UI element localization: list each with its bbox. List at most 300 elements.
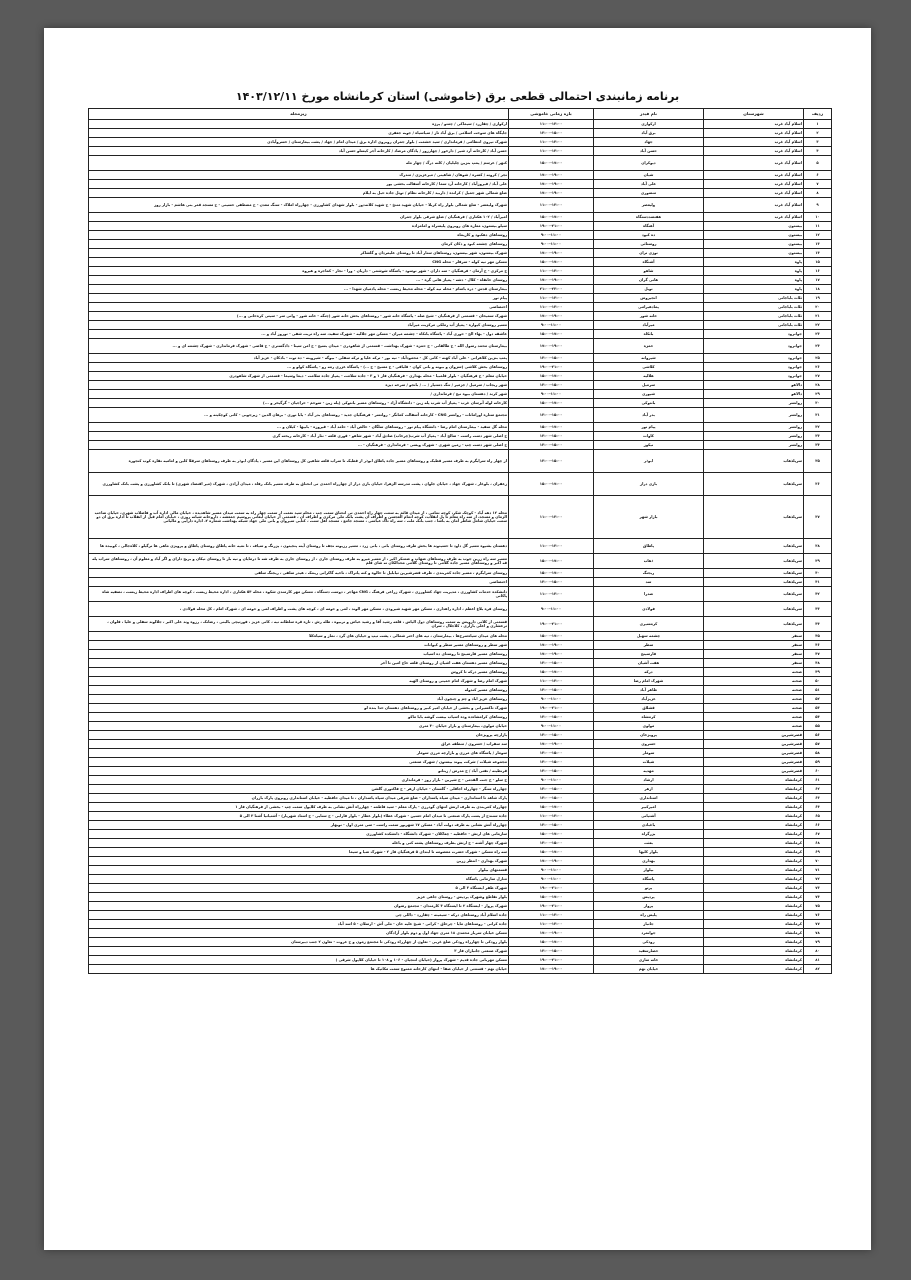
time-range-cell: ۱۵:۰۰-۱۷:۰۰ (509, 258, 594, 267)
city-cell: جوانرود (704, 372, 804, 381)
area-cell: خ سلو - خ جنت القدمی - خ شیرین - بازار روز - فرمانداری (89, 776, 509, 785)
time-range-cell: ۹:۰۰-۱۱:۰۰ (509, 722, 594, 731)
city-cell: پاوه (704, 258, 804, 267)
feeder-cell: درکه (594, 668, 704, 677)
table-row (89, 147, 832, 156)
city-cell: سرپلذهاب (704, 473, 804, 496)
time-range-cell: ۱۱:۰۰-۱۳:۰۰ (509, 496, 594, 539)
city-cell: بیستون (704, 240, 804, 249)
feeder-cell: بازی دراز (594, 473, 704, 496)
time-range-cell: ۱۷:۰۰-۱۹:۰۰ (509, 641, 594, 650)
table-row (89, 276, 832, 285)
time-range-cell: ۱۹:۰۰-۲۱:۰۰ (509, 956, 594, 965)
city-cell: قصرشیرین (704, 731, 804, 740)
row-number-cell: ۷۰ (804, 857, 832, 866)
table-row (89, 441, 832, 450)
table-row (89, 423, 832, 432)
area-cell: جایگاه های سوخت اسلامی / برق آباد تاز / سیاسیاه / جوبه جعفری (89, 129, 509, 138)
feeder-cell: جهاد (594, 138, 704, 147)
feeder-cell: سد (594, 578, 704, 587)
row-number-cell: ۱۴ (804, 249, 832, 258)
row-number-cell: ۶۶ (804, 821, 832, 830)
feeder-cell: خانه شور (594, 312, 704, 321)
table-row (89, 731, 832, 740)
feeder-cell: جوانمرد (594, 929, 704, 938)
area-cell: مجتمع ستاره اورامانات - روانسر CNG - کارخانه آسفالت کمانگر - روانسر - فرهنگیان جدید - روستاهای بدر آباد - یابا نوری - برهان الدین - زیرجوبی - کانی کوچکینه و ... (89, 408, 509, 423)
feeder-cell: نوبل (594, 285, 704, 294)
city-cell: کرمانشاه (704, 866, 804, 875)
area-cell: بازارچه پرویزخان (89, 731, 509, 740)
row-number-cell: ۶۵ (804, 812, 832, 821)
row-number-cell: ۱۹ (804, 294, 832, 303)
row-number-cell: ۵۳ (804, 704, 832, 713)
feeder-cell: هفت آشیان (594, 659, 704, 668)
feeder-cell: شیلات (594, 758, 704, 767)
table-row (89, 641, 832, 650)
row-number-cell: ۳۴ (804, 441, 832, 450)
city-cell: جوانرود (704, 330, 804, 339)
area-cell: اختصاصی (89, 303, 509, 312)
time-range-cell: ۱۷:۰۰-۱۹:۰۰ (509, 312, 594, 321)
area-cell: شهر ریجاب / سرمیل / جزمیر / تنگ دستیار / ... / بانجو / سرخه دیزه (89, 381, 509, 390)
city-cell: قصرشیرین (704, 749, 804, 758)
feeder-cell: بیلوار (594, 866, 704, 875)
time-range-cell: ۱۳:۰۰-۱۵:۰۰ (509, 381, 594, 390)
row-number-cell: ۷۱ (804, 866, 832, 875)
feeder-cell: شیان (594, 171, 704, 180)
feeder-cell: کرمسیری (594, 617, 704, 632)
feeder-cell: بعثت (594, 839, 704, 848)
table-row (89, 222, 832, 231)
area-cell: خیابان نهم - قسمتی از خیابان صفا - انتهای کارخانه ممنوع سمت مکانیک ها (89, 965, 509, 974)
table-row (89, 189, 832, 198)
city-cell: جوانرود (704, 339, 804, 354)
table-row (89, 866, 832, 875)
row-number-cell: ۶۴ (804, 803, 832, 812)
table-row (89, 240, 832, 249)
time-range-cell: ۱۵:۰۰-۱۷:۰۰ (509, 803, 594, 812)
feeder-cell: آشنگاه (594, 258, 704, 267)
row-number-cell: ۲۹ (804, 390, 832, 399)
row-number-cell: ۲۲ (804, 321, 832, 330)
feeder-cell: فارسینج (594, 650, 704, 659)
feeder-cell: چشمه سهیل (594, 632, 704, 641)
row-number-cell: ۴۸ (804, 659, 832, 668)
city-cell: کرمانشاه (704, 938, 804, 947)
city-cell: کرمانشاه (704, 956, 804, 965)
time-range-cell: ۱۷:۰۰-۱۹:۰۰ (509, 965, 594, 974)
area-cell: از چهار راه سرابگرم به طرف مسیر قطبک و روستاهای مسیر جاده پاطاق ابوذر از قطبک تا سراب قلعه شاهین کل روستاهای این مسیر ، پادگان ابوذر به طرف روستاهای سرقلا کلین و امامیه نقاره کوب کنجوره (89, 450, 509, 473)
area-cell: خ اصلی شهر دست راست - صالح آباد - پمپاژ آب شرب(چرخاب) صادق آباد - شهر شاهو - قوری قلعه - نثار آباد - کارخانه ریخته گری (89, 432, 509, 441)
city-cell: اسلام آباد غرب (704, 198, 804, 213)
feeder-cell: پمادهبرامی (594, 303, 704, 312)
area-cell: خ اصلی شهر دست چپ - زمین شهری - شهرک ویسی - فرمانداری - فرهنگیان - ... (89, 441, 509, 450)
time-range-cell: ۱۷:۰۰-۱۹:۰۰ (509, 740, 594, 749)
table-row (89, 902, 832, 911)
feeder-cell: پرویزخان (594, 731, 704, 740)
feeder-cell: شیروانه (594, 354, 704, 363)
city-cell: کرمانشاه (704, 812, 804, 821)
table-row (89, 496, 832, 539)
row-number-cell: ۵۶ (804, 731, 832, 740)
area-cell: محله های میدان سیاه‌سرخ‌ها ، بیمارستان ، تپه های اختر شمالی ، پشت تیپ و خیابان های گرد ، نماز و سیاه‌کلا (89, 632, 509, 641)
row-number-cell: ۲۵ (804, 354, 832, 363)
city-cell: کرمانشاه (704, 848, 804, 857)
area-cell: خیابان معلم - خ فرهنگیان - بلوار قلمبیا - محله بهداری - فرهنگیان فاز ۱ و ۳ - جاده سلامت - پمپاژ جاده سلامت - دیما وسیما - قسمتی از شهرک شاهودری (89, 372, 509, 381)
row-number-cell: ۲۷ (804, 372, 832, 381)
time-range-cell: ۱۵:۰۰-۱۷:۰۰ (509, 372, 594, 381)
row-number-cell: ۶۹ (804, 848, 832, 857)
time-range-cell: ۱۳:۰۰-۱۵:۰۰ (509, 785, 594, 794)
table-row (89, 602, 832, 617)
row-number-cell: ۵ (804, 156, 832, 171)
city-cell: سنقر (704, 641, 804, 650)
city-cell: کرمانشاه (704, 947, 804, 956)
city-cell: سرپلذهاب (704, 587, 804, 602)
table-row (89, 884, 832, 893)
area-cell: علی آباد / فیروزآباد / کارخانه آرد سما / کارخانه آسفالت بخشی پور (89, 180, 509, 189)
feeder-cell: نوژی تران (594, 249, 704, 258)
row-number-cell: ۷۸ (804, 929, 832, 938)
feeder-cell: باغبادی (594, 821, 704, 830)
time-range-cell: ۱۳:۰۰-۱۵:۰۰ (509, 794, 594, 803)
table-row (89, 956, 832, 965)
city-cell: بیستون (704, 249, 804, 258)
table-row (89, 408, 832, 423)
time-range-cell: ۱۳:۰۰-۱۵:۰۰ (509, 731, 594, 740)
table-row (89, 947, 832, 956)
time-range-cell: ۱۵:۰۰-۱۷:۰۰ (509, 213, 594, 222)
table-row (89, 129, 832, 138)
table-row (89, 875, 832, 884)
row-number-cell: ۵۷ (804, 740, 832, 749)
area-cell: شهر کرند / دهستان بیوه نیج / فرمانداری / (89, 390, 509, 399)
time-range-cell: ۹:۰۰-۱۱:۰۰ (509, 240, 594, 249)
feeder-cell: طاهر آباد (594, 686, 704, 695)
table-row (89, 776, 832, 785)
table-row (89, 857, 832, 866)
area-cell: سومار / پاسگاه های مرزی و بازارچه مرزی سومار (89, 749, 509, 758)
city-cell: کرمانشاه (704, 830, 804, 839)
city-cell: ثلاث باباجانی (704, 321, 804, 330)
feeder-cell: کرمشاه (594, 713, 704, 722)
city-cell: دالاهو (704, 390, 804, 399)
city-cell: کرمانشاه (704, 785, 804, 794)
city-cell: پاوه (704, 276, 804, 285)
area-cell: مجموعه شیلات / شرکت پیوند بیستون / شهرک صنعتی (89, 758, 509, 767)
table-row (89, 231, 832, 240)
table-row (89, 285, 832, 294)
time-range-cell: ۱۱:۰۰-۱۳:۰۰ (509, 120, 594, 129)
feeder-cell: هفتصددستگاه (594, 213, 704, 222)
feeder-cell: ده کبود (594, 231, 704, 240)
row-number-cell: ۷۵ (804, 902, 832, 911)
time-range-cell: ۱۳:۰۰-۱۵:۰۰ (509, 758, 594, 767)
feeder-cell: فولادی (594, 602, 704, 617)
area-cell: بلوار رودکی تا چهارراه رودکی ضلع غربی - تعاون از چهارراه رودکی تا مجتمع زمون و ح عروت - تعاون ۲ جنب دبیرستان (89, 938, 509, 947)
row-number-cell: ۳۰ (804, 399, 832, 408)
city-cell: سنقر (704, 632, 804, 641)
table-row (89, 650, 832, 659)
table-row (89, 354, 832, 363)
area-cell: کنهر / عرسم / پمپ بنزین چلیلیان / کلنه درگ / چهار مله (89, 156, 509, 171)
feeder-cell: خسروی (594, 740, 704, 749)
feeder-cell: میرآباد (594, 321, 704, 330)
table-row (89, 617, 832, 632)
row-number-cell: ۲۰ (804, 303, 832, 312)
feeder-cell: پاسگاه (594, 875, 704, 884)
row-number-cell: ۳۵ (804, 450, 832, 473)
city-cell: سرپلذهاب (704, 602, 804, 617)
time-range-cell: ۱۵:۰۰-۱۷:۰۰ (509, 938, 594, 947)
city-cell: کرمانشاه (704, 821, 804, 830)
feeder-cell: شیوری (594, 390, 704, 399)
area-cell: روستاهای بخش کلاشی (سزوان و بیونه و بانی کوان - قلباقی - خ مسیح - خ ...) - پاسگاه عزری رمه رو - پاسگاه کولو و ... (89, 363, 509, 372)
feeder-cell: ارکوازی (594, 120, 704, 129)
city-cell: سرپلذهاب (704, 450, 804, 473)
feeder-cell: پیام نور (594, 423, 704, 432)
time-range-cell: ۱۳:۰۰-۱۵:۰۰ (509, 821, 594, 830)
feeder-cell: ابوذر (594, 450, 704, 473)
time-range-cell: ۱۹:۰۰-۲۱:۰۰ (509, 363, 594, 372)
time-range-cell: ۱۱:۰۰-۱۳:۰۰ (509, 677, 594, 686)
city-cell: بیستون (704, 222, 804, 231)
row-number-cell: ۱۲ (804, 231, 832, 240)
table-row (89, 848, 832, 857)
feeder-cell: ولیعصر (594, 198, 704, 213)
feeder-cell: بدر آباد (594, 408, 704, 423)
feeder-cell: ذهاب (594, 554, 704, 569)
city-cell: اسلام آباد غرب (704, 120, 804, 129)
area-cell: روستاهای مسیر درکه تا کروس (89, 668, 509, 677)
city-cell: سنقر (704, 659, 804, 668)
table-row (89, 821, 832, 830)
row-number-cell: ۳۷ (804, 496, 832, 539)
row-number-cell: ۵۸ (804, 749, 832, 758)
feeder-cell: حصارسفید (594, 947, 704, 956)
city-cell: جوانرود (704, 354, 804, 363)
row-number-cell: ۵۱ (804, 686, 832, 695)
table-row (89, 749, 832, 758)
row-number-cell: ۴۷ (804, 650, 832, 659)
time-range-cell: ۱۷:۰۰-۱۹:۰۰ (509, 249, 594, 258)
area-cell: روستای فره بلاغ اعظم ، اداره راهداری ، مسکن مهر شهید شیرودی ، مسکن مهر الوند ، لمی و حومه ای ، کوچه های پشت و اطراف لمی و حومه ای ، شهرک امام ، کل محله فولادی ، (89, 602, 509, 617)
area-cell: شهرک چهار آشنه - خ ارتش بطرف روستاهای پشته کنی و باغله (89, 839, 509, 848)
area-cell: بیمارستان قدس - دره باسام - محله نیه کوله - محله محیط زیست - محله پادمیان شهدا - ... (89, 285, 509, 294)
time-range-cell: ۱۳:۰۰-۱۵:۰۰ (509, 749, 594, 758)
area-cell: دانشکده خدمات کشاورزی ، مدیریت جهاد کشاورزی ، شهرک زراعی فرهنگ ، CNG مهاجر ، دوست دستگاه ، مسکن مهر کارمندی شکوه ، محله ۵۴ هکتاری ، اداره محیط زیست ، کوچه های اطراف اداره محیط زیست ، تصفیه شاه پاکانی (89, 587, 509, 602)
table-row (89, 722, 832, 731)
time-range-cell: ۱۱:۰۰-۱۳:۰۰ (509, 294, 594, 303)
table-row (89, 330, 832, 339)
area-cell: جاده سنندج از پست پارک صنعتی تا میدان امام حسین - شهرک عطاء (بلوار عطار - بلوار فارابی - خ سنایی - خ استاد شهریار) - آشتیانیا آشنا ۳ الی ۵ (89, 812, 509, 821)
time-range-cell: ۱۳:۰۰-۱۵:۰۰ (509, 450, 594, 473)
feeder-cell: استانداری (594, 794, 704, 803)
city-cell: کرمانشاه (704, 929, 804, 938)
time-range-cell: ۹:۰۰-۱۱:۰۰ (509, 231, 594, 240)
table-row (89, 213, 832, 222)
table-row (89, 294, 832, 303)
row-number-cell: ۶ (804, 171, 832, 180)
time-range-cell: ۱۷:۰۰-۱۹:۰۰ (509, 276, 594, 285)
city-cell: کرمانشاه (704, 794, 804, 803)
feeder-cell: منصوری (594, 189, 704, 198)
table-row (89, 120, 832, 129)
time-range-cell: ۱۳:۰۰-۱۵:۰۰ (509, 839, 594, 848)
feeder-cell: حمزه (594, 339, 704, 354)
area-cell: قرنطینه / نفتی آباد / خ مدرس / زینانو (89, 767, 509, 776)
city-cell: ثلاث باباجانی (704, 312, 804, 321)
row-number-cell: ۴۲ (804, 587, 832, 602)
time-range-cell: ۹:۰۰-۱۱:۰۰ (509, 776, 594, 785)
row-number-cell: ۲۸ (804, 381, 832, 390)
feeder-cell: ازهر (594, 785, 704, 794)
area-cell: نجر / کرونه / کسره / شوهان / شاهینی / میرعزیزی / مندرک (89, 171, 509, 180)
feeder-cell: جانباز (594, 920, 704, 929)
area-cell: مسکن مهربانی جاده قدیم - شهرک پرواز (خیابان انتجیان - ۱۰۶ و ۱۰۸ تا خیابان کلاپول شرقی ) (89, 956, 509, 965)
table-row (89, 812, 832, 821)
table-body (89, 120, 832, 974)
header-feeder: نام فیدر (594, 109, 704, 120)
row-number-cell: ۵۹ (804, 758, 832, 767)
row-number-cell: ۴۴ (804, 617, 832, 632)
row-number-cell: ۸۰ (804, 947, 832, 956)
area-cell: اختصاصی (89, 578, 509, 587)
area-cell: سد سفراب / خسروی / منطقه عراق (89, 740, 509, 749)
city-cell: صحنه (704, 713, 804, 722)
time-range-cell: ۱۳:۰۰-۱۵:۰۰ (509, 354, 594, 363)
table-row (89, 171, 832, 180)
table-row (89, 695, 832, 704)
time-range-cell: ۱۱:۰۰-۱۳:۰۰ (509, 920, 594, 929)
area-cell: چهارراه کمربندی به طرف ارتش انتهای گودرزی - پارک معلم - سید فاطمه - چهارراه آتش نشانی به طرف کلاپول سمت چپ - بخشی از فرهنگیان فاز ۱ (89, 803, 509, 812)
table-row (89, 911, 832, 920)
area-cell: روستای سرابگرم ، مسیر جاده کمربندی ، طرف قصرشیرین تیابلیل تا خالوه و کنه پاتراک ، ناحیه گاکرانی رینتک ، هیدر سلفی ، ریجنگ سلفی (89, 569, 509, 578)
row-number-cell: ۷۳ (804, 884, 832, 893)
time-range-cell: ۹:۰۰-۱۱:۰۰ (509, 602, 594, 617)
row-number-cell: ۶۰ (804, 767, 832, 776)
table-row (89, 339, 832, 354)
feeder-cell: بانتوکی (594, 399, 704, 408)
city-cell: سنقر (704, 650, 804, 659)
table-header-row (89, 109, 832, 120)
feeder-cell: کلاشی (594, 363, 704, 372)
area-cell: پیام نور (89, 294, 509, 303)
row-number-cell: ۶۳ (804, 794, 832, 803)
row-number-cell: ۱۸ (804, 285, 832, 294)
time-range-cell: ۱۳:۰۰-۱۵:۰۰ (509, 578, 594, 587)
table-row (89, 785, 832, 794)
table-row (89, 839, 832, 848)
header-time: بازه زمانی خاموشی (509, 109, 594, 120)
row-number-cell: ۶۷ (804, 830, 832, 839)
area-cell: مسیر روستای کیواره - پمپاژ آب رملکی مرکزیت میرآباد (89, 321, 509, 330)
feeder-cell: مولوی (594, 722, 704, 731)
area-cell: بیمارستان محمد رسول الله - خ طالقانی - خ حمزه - شهرک بهداشت - قسمتی از شاهودری - میدان بسیج - خ امن سینا - دادگستری - خ قاضی - شهرک فرمانداری - شهرک چشمه ای و ... (89, 339, 509, 354)
row-number-cell: ۶۸ (804, 839, 832, 848)
table-row (89, 372, 832, 381)
area-cell: روستاهای مسیر فارسینج تا روستای ده اسیاب (89, 650, 509, 659)
feeder-cell: آشتیانی (594, 812, 704, 821)
area-cell: محله گل سفید - بیمارستان امام رضا - دانشگاه پیام نور - روستاهای سلگان - خالص آباد - حامد آباد - قیروزه - بابیها - کیلان و ... (89, 423, 509, 432)
table-row (89, 312, 832, 321)
table-row (89, 740, 832, 749)
table-row (89, 138, 832, 147)
row-number-cell: ۵۲ (804, 695, 832, 704)
table-row (89, 258, 832, 267)
time-range-cell: ۱۷:۰۰-۱۹:۰۰ (509, 171, 594, 180)
table-row (89, 198, 832, 213)
table-row (89, 321, 832, 330)
area-cell: روستاهای چشمه کبود و دکان کرمان (89, 240, 509, 249)
table-row (89, 758, 832, 767)
time-range-cell: ۱۵:۰۰-۱۷:۰۰ (509, 848, 594, 857)
time-range-cell: ۹:۰۰-۱۱:۰۰ (509, 390, 594, 399)
table-row (89, 473, 832, 496)
row-number-cell: ۱۱ (804, 222, 832, 231)
area-cell: شهرک امام رضا و شهرک امام خمینی و روستای الهیه (89, 677, 509, 686)
row-number-cell: ۱ (804, 120, 832, 129)
time-range-cell: ۱۵:۰۰-۱۷:۰۰ (509, 668, 594, 677)
row-number-cell: ۵۰ (804, 677, 832, 686)
time-range-cell: ۱۳:۰۰-۱۵:۰۰ (509, 659, 594, 668)
area-cell: منازل سازمانی پاسگاه (89, 875, 509, 884)
row-number-cell: ۳۱ (804, 408, 832, 423)
feeder-cell: خانه سازی (594, 956, 704, 965)
feeder-cell: ریجنگ (594, 569, 704, 578)
table-row (89, 713, 832, 722)
table-row (89, 803, 832, 812)
time-range-cell: ۱۱:۰۰-۱۳:۰۰ (509, 587, 594, 602)
area-cell: قسمتهای بیلوار (89, 866, 509, 875)
city-cell: روانسر (704, 399, 804, 408)
time-range-cell: ۹:۰۰-۱۱:۰۰ (509, 695, 594, 704)
city-cell: اسلام آباد غرب (704, 147, 804, 156)
area-cell: شهر سطر و روستاهای مسیر سطر و کیوانات (89, 641, 509, 650)
table-row (89, 432, 832, 441)
time-range-cell: ۱۱:۰۰-۱۳:۰۰ (509, 147, 594, 156)
city-cell: کرمانشاه (704, 839, 804, 848)
feeder-cell: نیکوز (594, 441, 704, 450)
table-row (89, 569, 832, 578)
time-range-cell: ۱۱:۰۰-۱۳:۰۰ (509, 267, 594, 276)
feeder-cell: علی آباد (594, 180, 704, 189)
time-range-cell: ۱۱:۰۰-۱۳:۰۰ (509, 138, 594, 147)
row-number-cell: ۳۳ (804, 432, 832, 441)
time-range-cell: ۱۳:۰۰-۱۵:۰۰ (509, 129, 594, 138)
feeder-cell: روستائی (594, 240, 704, 249)
table-row (89, 399, 832, 408)
table-row (89, 938, 832, 947)
area-cell: امیرآباد / ۱۰۲ هکتاری / فرهنگیان / ضلع شرقی بلوار جمران (89, 213, 509, 222)
table-row (89, 303, 832, 312)
time-range-cell: ۱۳:۰۰-۱۵:۰۰ (509, 432, 594, 441)
city-cell: صحنه (704, 686, 804, 695)
table-row (89, 668, 832, 677)
city-cell: روانسر (704, 408, 804, 423)
area-cell: محله ۱۲ دهه آباد - کوچک شکر، کوچه تمامی ، از میدان قائم به سمت چهار راه احمدی تی انحناق سمت چپ ، محله سید نعمت از سمت چهار راه به سمت میدان مسیر شاهدیده ، خیابان مالی اداره آب و فاضلاب شهری، خیابان صاحب الزمان و مسجد، از سه راه معلم تا پل انقلاب، کوچه اتمام العجسن و اطراف آن پشت بانک ملی مرکزی و اطراف آن ، قسمتی از خیابان ابعانی پروسیم جمعشه ، داروخانه شبانه روزی ، خیابان امام قبل از انقلاب تا اداره برق ان دو سمت خیابان شامل شاطر آمان به باشا ، جنب بانک ملت ، سه راه تاک عباسی ، مسجد جامع ، مسجد اهل سنت ، کتابی سیروان و بانی ملی جهاد شبکه بهداشت شماره ۲، اداره دارایی و مالیاتی (89, 496, 509, 539)
city-cell: روانسر (704, 423, 804, 432)
area-cell: شهرک سمیخان - قسمتی از فرهنگیان - شیخ صله - پاسگاه خانه شور - روستاهای بخش خانه شور (چنگه - خانه شور - وانی سر - سیتی کره‌خانی و ...) (89, 312, 509, 321)
row-number-cell: ۸ (804, 189, 832, 198)
feeder-cell: پاطاق (594, 539, 704, 554)
area-cell: مسکن مهر نیه کوله - سرفلر - محله CNG (89, 258, 509, 267)
time-range-cell: ۱۹:۰۰-۲۱:۰۰ (509, 902, 594, 911)
feeder-cell: سطر (594, 641, 704, 650)
row-number-cell: ۸۱ (804, 956, 832, 965)
time-range-cell: ۱۵:۰۰-۱۷:۰۰ (509, 156, 594, 171)
row-number-cell: ۳۶ (804, 473, 832, 496)
